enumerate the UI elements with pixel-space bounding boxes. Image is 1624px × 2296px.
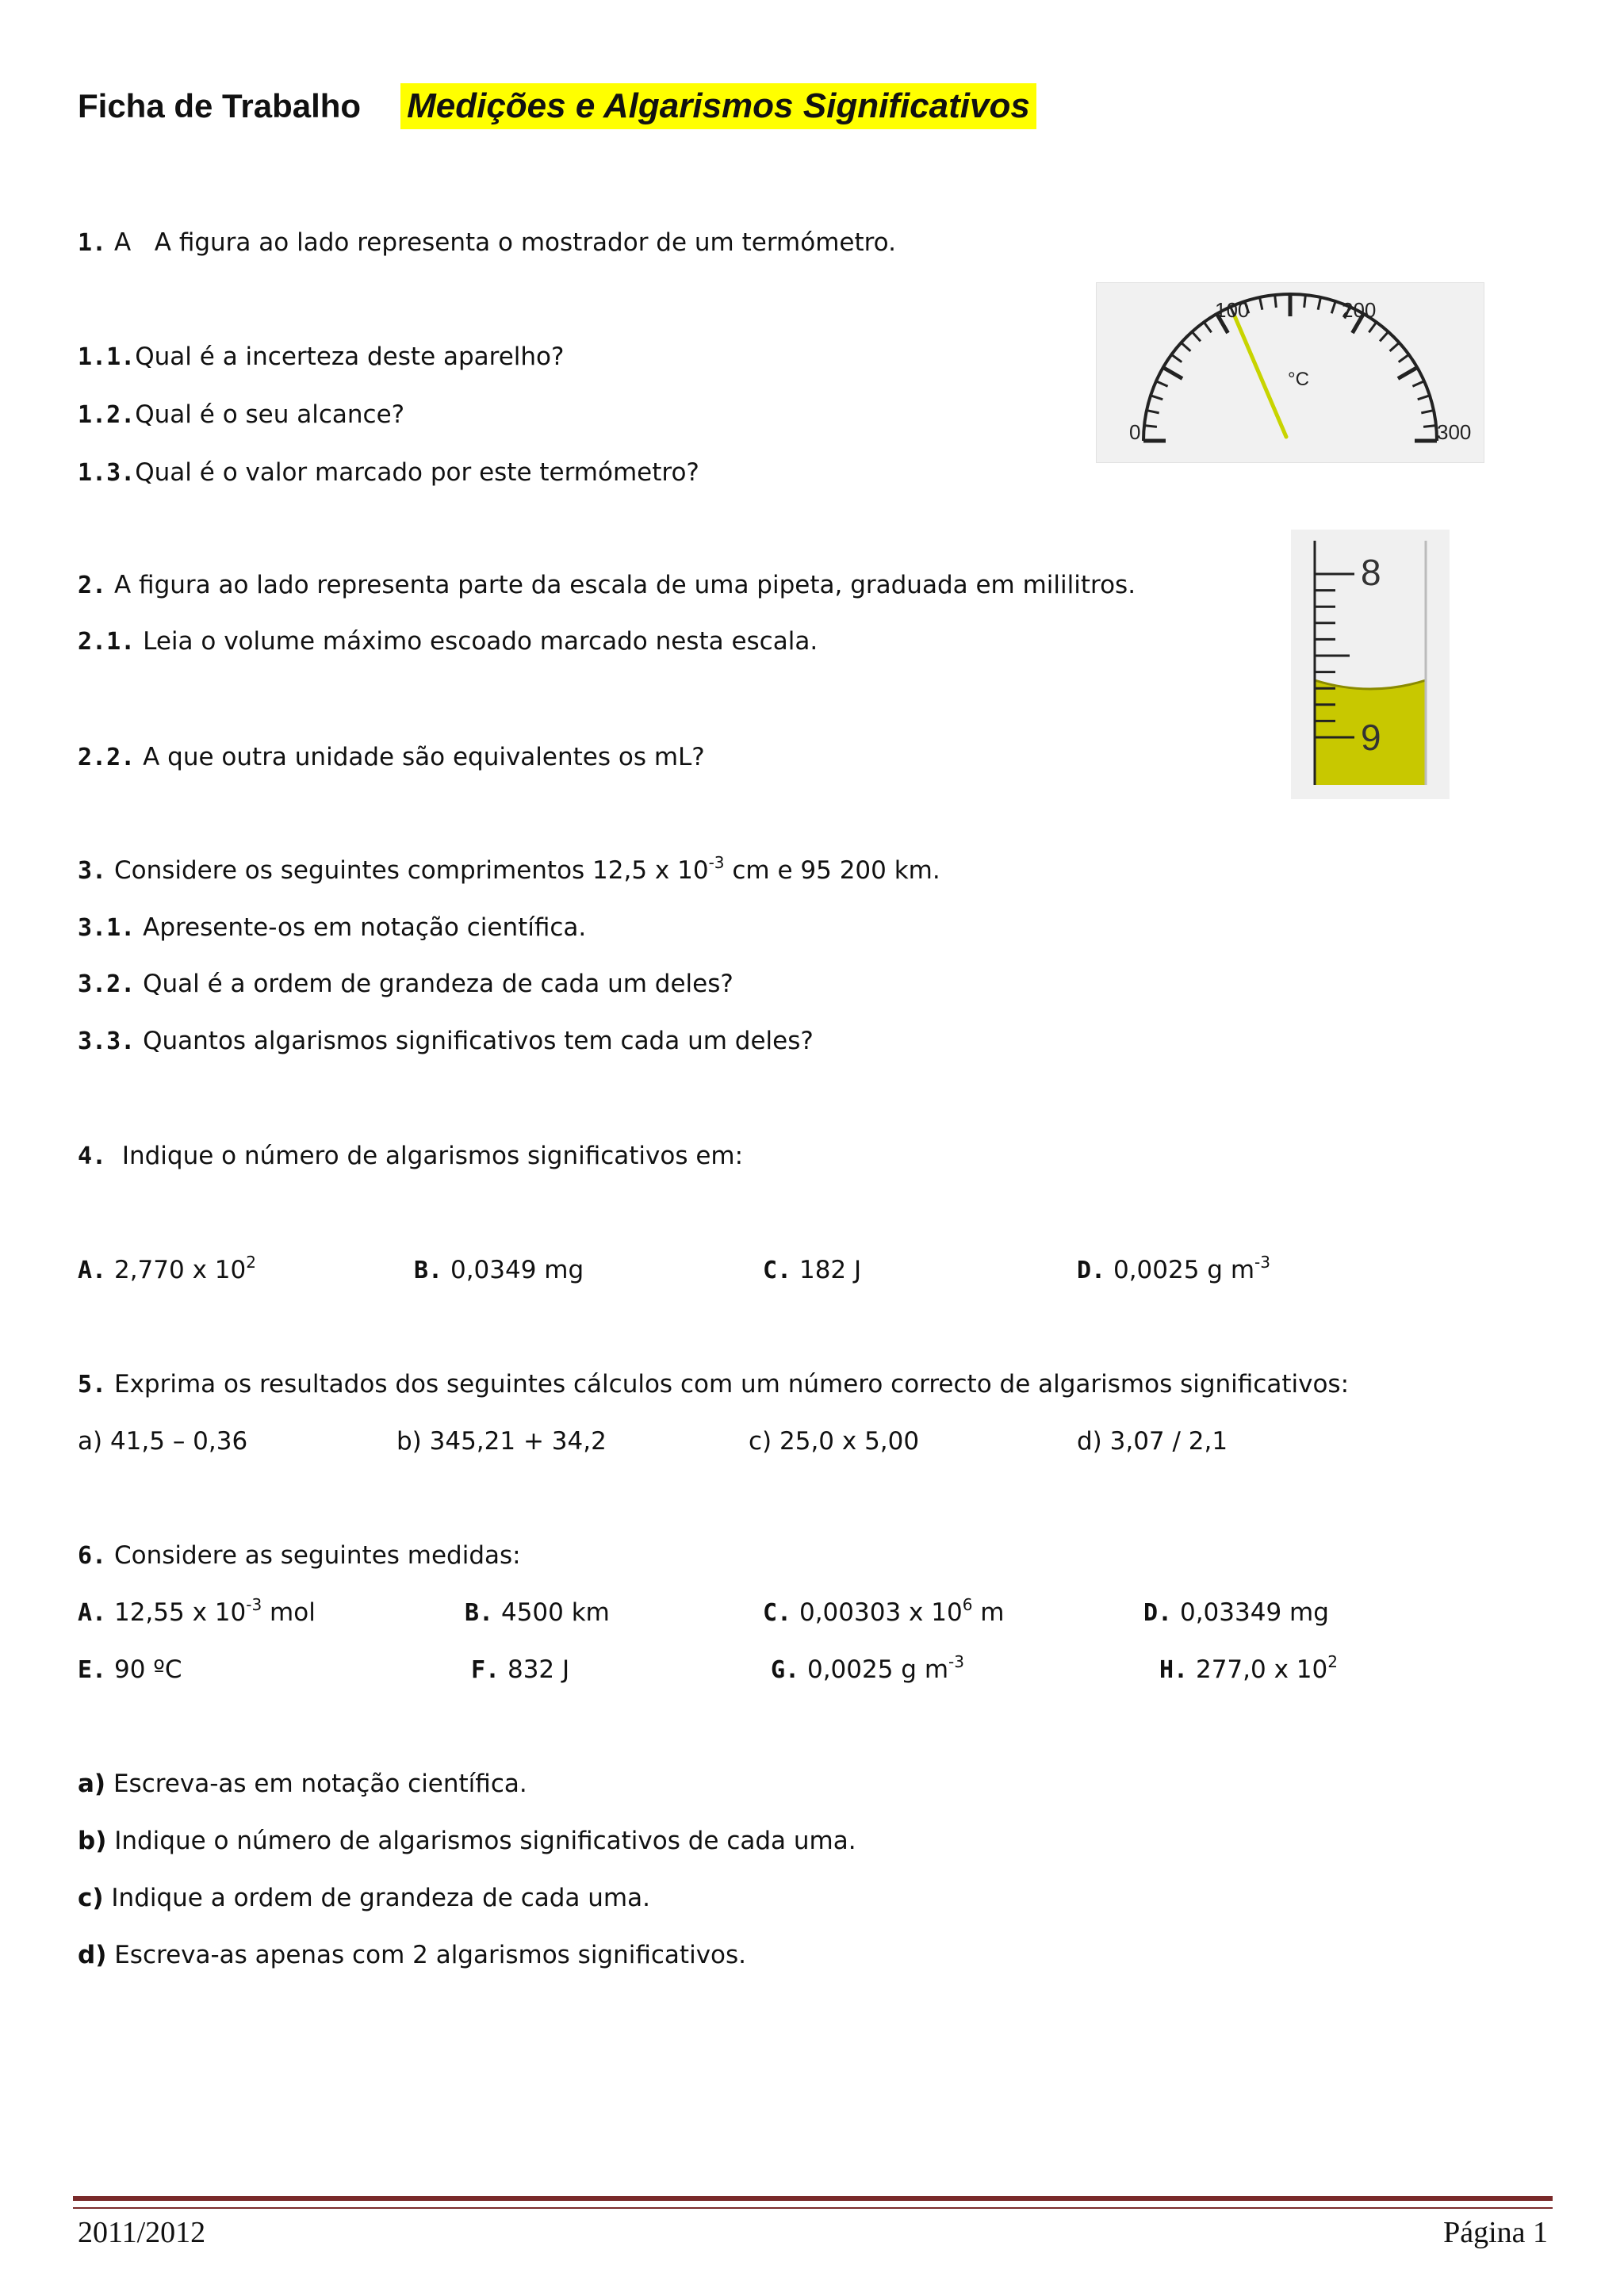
q5-line	[78, 1368, 1349, 1401]
q6-item-A-unit: mol	[262, 1598, 316, 1627]
q3-2-number: 3.2.	[78, 970, 136, 998]
header	[78, 78, 1036, 135]
dial-unit-label: °C	[1288, 369, 1309, 390]
q4-item-b	[414, 1254, 584, 1287]
q6-item-B-label: B.	[465, 1599, 494, 1627]
q5-text: Exprima os resultados dos seguintes cálculos com um número correcto de algarismos significativos:	[113, 1370, 1350, 1399]
q6-item-C-exp: 6	[962, 1594, 973, 1614]
q6-a-text: Escreva-as em notação científica.	[113, 1770, 527, 1798]
q1-2-line	[78, 399, 404, 431]
q3-line	[78, 852, 940, 887]
q3-number: 3.	[78, 857, 107, 885]
pipette-scale-figure	[1291, 530, 1450, 799]
q6-item-G-label: G.	[771, 1656, 800, 1684]
q3-1-line	[78, 912, 586, 944]
q6-item-E	[78, 1654, 182, 1686]
q6-d-line	[78, 1939, 746, 1971]
q4-item-d-exp: -3	[1254, 1252, 1270, 1272]
q6-item-C	[763, 1594, 1005, 1629]
q3-text-a: Considere os seguintes comprimentos 12,5 x 10	[113, 856, 709, 885]
q3-3-text: Quantos algarismos significativos tem cada um deles?	[143, 1027, 814, 1055]
q1-2-text: Qual é o seu alcance?	[135, 400, 405, 429]
q3-1-number: 3.1.	[78, 914, 136, 942]
q6-b-line	[78, 1825, 856, 1857]
q4-item-a-label: A.	[78, 1257, 107, 1284]
q2-line	[78, 569, 1136, 602]
q6-number: 6.	[78, 1542, 107, 1570]
pipette-label-9: 9	[1361, 717, 1381, 758]
dial-tick	[1275, 295, 1277, 308]
q5-item-d: d) 3,07 / 2,1	[1077, 1427, 1228, 1456]
q6-item-H	[1159, 1651, 1338, 1686]
q6-item-A-label: A.	[78, 1599, 107, 1627]
q6-item-A	[78, 1594, 316, 1629]
q6-item-D	[1143, 1597, 1329, 1629]
q4-item-c	[763, 1254, 861, 1287]
q4-line	[78, 1140, 743, 1173]
q6-item-D-text: 0,03349 mg	[1179, 1598, 1329, 1627]
q2-2-number: 2.2.	[78, 744, 136, 771]
q6-d-text: Escreva-as apenas com 2 algarismos significativos.	[114, 1941, 747, 1969]
q6-d-label: d)	[78, 1941, 107, 1969]
q1-1-number: 1.1.	[78, 343, 136, 371]
footer-year: 2011/2012	[78, 2216, 206, 2249]
q6-item-G-text: 0,0025 g m	[806, 1655, 949, 1684]
q1-1-line	[78, 341, 564, 373]
q6-item-A-text: 12,55 x 10	[113, 1598, 247, 1627]
q4-text: Indique o número de algarismos significativos em:	[121, 1142, 744, 1170]
dial-tick	[1423, 426, 1436, 427]
q6-c-text: Indique a ordem de grandeza de cada uma.	[111, 1884, 650, 1912]
q4-item-d-text: 0,0025 g m	[1113, 1256, 1255, 1284]
q6-text: Considere as seguintes medidas:	[113, 1541, 521, 1570]
q4-item-d	[1077, 1254, 1270, 1287]
q6-b-text: Indique o número de algarismos significativos de cada uma.	[114, 1827, 856, 1855]
q1-2-number: 1.2.	[78, 401, 136, 429]
q1-text: A figura ao lado representa o mostrador de um termómetro.	[154, 228, 896, 257]
q3-2-line	[78, 968, 733, 1001]
q6-item-A-exp: -3	[246, 1594, 262, 1614]
q4-item-a-exp: 2	[246, 1252, 256, 1272]
q1-3-line	[78, 457, 699, 489]
q6-item-C-label: C.	[763, 1599, 792, 1627]
q1-number: 1.	[78, 229, 107, 257]
dial-tick	[1304, 295, 1306, 308]
q2-number: 2.	[78, 572, 107, 599]
q5-item-a: a) 41,5 – 0,36	[78, 1427, 248, 1456]
dial-label-100: 100	[1215, 298, 1250, 322]
q6-item-H-label: H.	[1159, 1656, 1189, 1684]
q4-item-b-text: 0,0349 mg	[450, 1256, 584, 1284]
q4-number: 4.	[78, 1142, 107, 1170]
q3-3-line	[78, 1025, 814, 1058]
q4-item-d-label: D.	[1077, 1257, 1106, 1284]
dial-label-200: 200	[1342, 298, 1377, 322]
q6-item-C-text: 0,00303 x 10	[799, 1598, 963, 1627]
q4-item-c-label: C.	[763, 1257, 792, 1284]
q6-item-B	[465, 1597, 610, 1629]
q6-item-F-label: F.	[471, 1656, 500, 1684]
q3-2-text: Qual é a ordem de grandeza de cada um deles?	[143, 970, 733, 998]
q6-c-label: c)	[78, 1884, 104, 1912]
q4-item-c-text: 182 J	[799, 1256, 862, 1284]
page-subtitle: Medições e Algarismos Significativos	[400, 83, 1036, 129]
q6-item-D-label: D.	[1143, 1599, 1173, 1627]
q2-1-number: 2.1.	[78, 628, 136, 656]
q2-2-text: A que outra unidade são equivalentes os mL?	[143, 743, 705, 771]
q6-item-G	[771, 1651, 964, 1686]
q3-text-b: cm e 95 200 km.	[724, 856, 940, 885]
q3-3-number: 3.3.	[78, 1027, 136, 1055]
q1-prefix: A	[113, 228, 132, 257]
footer-rule	[73, 2196, 1553, 2209]
q6-item-B-text: 4500 km	[500, 1598, 610, 1627]
q6-b-label: b)	[78, 1827, 107, 1855]
q3-exponent: -3	[708, 852, 725, 872]
q4-item-a	[78, 1254, 256, 1287]
q6-item-G-exp: -3	[948, 1651, 964, 1671]
q1-3-text: Qual é o valor marcado por este termómetro?	[135, 458, 699, 487]
dial-label-0: 0	[1129, 420, 1141, 444]
q6-item-E-text: 90 ºC	[113, 1655, 182, 1684]
pipette-label-8: 8	[1361, 552, 1381, 593]
q1-3-number: 1.3.	[78, 459, 136, 487]
q1-1-text: Qual é a incerteza deste aparelho?	[135, 342, 565, 371]
q1-line	[78, 227, 896, 259]
q6-item-H-text: 277,0 x 10	[1195, 1655, 1328, 1684]
q2-text: A figura ao lado representa parte da escala de uma pipeta, graduada em mililitros.	[113, 571, 1136, 599]
q5-item-b: b) 345,21 + 34,2	[396, 1427, 607, 1456]
q6-item-E-label: E.	[78, 1656, 107, 1684]
q4-item-b-label: B.	[414, 1257, 443, 1284]
dial-tick	[1144, 426, 1157, 427]
q3-1-text: Apresente-os em notação científica.	[143, 913, 587, 942]
page-title: Ficha de Trabalho	[78, 87, 362, 124]
q6-item-H-exp: 2	[1327, 1651, 1338, 1671]
footer-page-number: Página 1	[1443, 2216, 1548, 2249]
q6-a-line	[78, 1768, 527, 1800]
q6-item-C-unit: m	[972, 1598, 1005, 1627]
q6-line	[78, 1540, 521, 1572]
dial-label-300: 300	[1437, 420, 1472, 444]
q2-1-text: Leia o volume máximo escoado marcado nesta escala.	[143, 627, 818, 656]
q6-c-line	[78, 1882, 650, 1914]
q4-item-a-text: 2,770 x 10	[113, 1256, 247, 1284]
q5-number: 5.	[78, 1371, 107, 1399]
q6-a-label: a)	[78, 1770, 106, 1798]
q2-1-line	[78, 626, 818, 658]
q6-item-F-text: 832 J	[507, 1655, 570, 1684]
q2-2-line	[78, 741, 705, 774]
q6-item-F	[471, 1654, 569, 1686]
thermometer-dial-figure	[1096, 282, 1484, 463]
q5-item-c: c) 25,0 x 5,00	[749, 1427, 920, 1456]
